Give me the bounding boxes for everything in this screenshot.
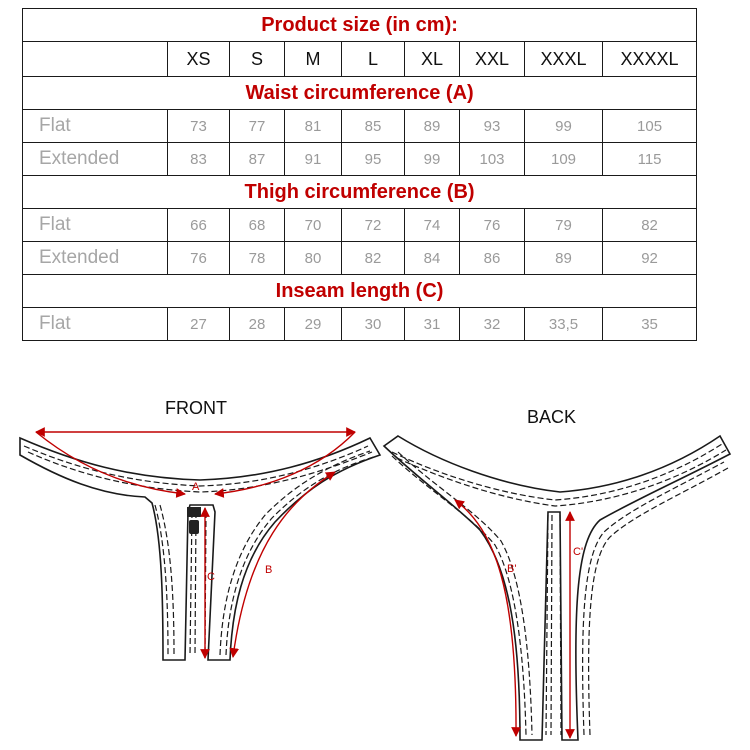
table-cell: 28 — [230, 308, 285, 341]
table-cell: 29 — [285, 308, 342, 341]
label-a: A — [192, 481, 200, 493]
table-cell: 91 — [285, 143, 342, 176]
size-label: XL — [405, 42, 460, 77]
row-label: Flat — [23, 209, 168, 242]
label-c: C — [207, 571, 215, 583]
table-cell: 99 — [405, 143, 460, 176]
zipper-pull-icon — [187, 507, 201, 534]
size-label: XS — [168, 42, 230, 77]
table-cell: 95 — [342, 143, 405, 176]
table-cell: 82 — [603, 209, 697, 242]
table-cell: 85 — [342, 110, 405, 143]
section-title-inseam: Inseam length (C) — [23, 275, 697, 308]
size-label: M — [285, 42, 342, 77]
table-cell: 99 — [525, 110, 603, 143]
table-cell: 82 — [342, 242, 405, 275]
table-cell: 79 — [525, 209, 603, 242]
size-label: S — [230, 42, 285, 77]
table-cell: 105 — [603, 110, 697, 143]
table-cell: 27 — [168, 308, 230, 341]
row-label: Extended — [23, 242, 168, 275]
table-cell: 30 — [342, 308, 405, 341]
table-cell: 83 — [168, 143, 230, 176]
table-cell: 33,5 — [525, 308, 603, 341]
table-cell: 80 — [285, 242, 342, 275]
table-cell: 89 — [525, 242, 603, 275]
label-c-prime: C' — [573, 546, 584, 558]
table-cell: 76 — [168, 242, 230, 275]
row-label: Flat — [23, 308, 168, 341]
back-stitching — [392, 444, 728, 735]
table-title: Product size (in cm): — [23, 9, 697, 42]
table-cell: 74 — [405, 209, 460, 242]
table-cell: 78 — [230, 242, 285, 275]
label-b: B — [265, 564, 273, 576]
section-title-thigh: Thigh circumference (B) — [23, 176, 697, 209]
front-garment-outline — [20, 438, 380, 660]
table-cell: 76 — [460, 209, 525, 242]
table-cell: 72 — [342, 209, 405, 242]
table-cell: 109 — [525, 143, 603, 176]
label-b-prime: B' — [507, 563, 517, 575]
table-cell: 77 — [230, 110, 285, 143]
table-cell: 31 — [405, 308, 460, 341]
table-cell: 87 — [230, 143, 285, 176]
table-cell: 70 — [285, 209, 342, 242]
table-cell: 35 — [603, 308, 697, 341]
row-label: Extended — [23, 143, 168, 176]
table-cell: 92 — [603, 242, 697, 275]
back-title: BACK — [527, 407, 577, 427]
back-garment-outline — [384, 436, 730, 740]
table-cell: 84 — [405, 242, 460, 275]
table-cell: 86 — [460, 242, 525, 275]
size-label: L — [342, 42, 405, 77]
table-cell: 115 — [603, 143, 697, 176]
table-cell: 68 — [230, 209, 285, 242]
size-label: XXL — [460, 42, 525, 77]
table-cell: 81 — [285, 110, 342, 143]
front-stitching — [24, 446, 374, 655]
front-title: FRONT — [165, 398, 227, 418]
table-cell: 32 — [460, 308, 525, 341]
table-cell: 89 — [405, 110, 460, 143]
table-cell: 93 — [460, 110, 525, 143]
size-label: XXXL — [525, 42, 603, 77]
size-label: XXXXL — [603, 42, 697, 77]
row-label: Flat — [23, 110, 168, 143]
table-cell: 73 — [168, 110, 230, 143]
section-title-waist: Waist circumference (A) — [23, 77, 697, 110]
table-cell: 66 — [168, 209, 230, 242]
table-cell: 103 — [460, 143, 525, 176]
